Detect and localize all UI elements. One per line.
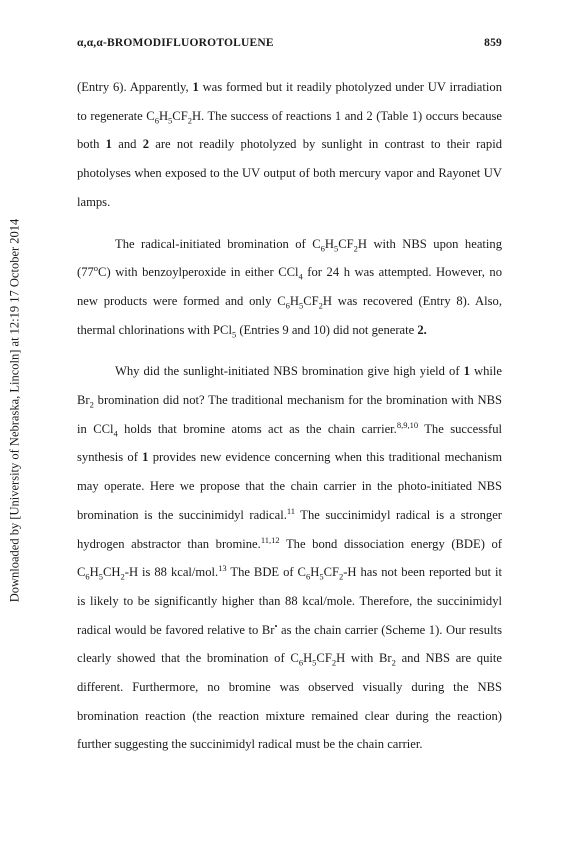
download-watermark-text: Downloaded by [University of Nebraska, Lincoln] at 12:19 17 October 2014 bbox=[7, 218, 22, 602]
citation: 11 bbox=[286, 505, 296, 516]
paragraph-2: The radical-initiated bromination of $C_6H_5CF_2H$ with NBS upon heating (77$^o$C) with benzoylperoxide in either CCl$_4$ for 24 h was attempted. However, no new products were formed and only $C_6H_5CF_2H$ was recovered (Entry 8). Also, thermal chlorinations with PCl$_5$ (Entries 9 and 10) did not generate 2. bbox=[77, 236, 502, 340]
citation: 13 bbox=[218, 563, 227, 574]
running-header bbox=[77, 37, 502, 57]
citation: 8,9,10 bbox=[396, 419, 419, 430]
citation: 11,12 bbox=[260, 534, 280, 545]
download-watermark bbox=[4, 150, 26, 670]
paragraph-1: (Entry 6). Apparently, 1 was formed but it readily photolyzed under UV irradiation to regenerate $C_6H_5CF_2H$. The success of reactions 1 and 2 (Table 1) occurs because both 1 and 2 are not readily photolyzed by sunlight in contrast to their rapid photolyses when exposed to the UV output of both mercury vapor and Rayonet UV lamps. bbox=[77, 80, 503, 209]
body-text bbox=[77, 73, 502, 772]
running-title: α,α,α-BROMODIFLUOROTOLUENE bbox=[77, 37, 274, 49]
paragraph-3: Why did the sunlight-initiated NBS bromination give high yield of 1 while $Br_2$ bromination did not? The traditional mechanism for the bromination with NBS in CCl$_4$ holds that bromine atoms act as the chain carrier.$^{8,9,10}$ The successful synthesis of 1 provides new evidence concerning when this traditional mechanism may operate. Here we propose that the chain carrier in the photo-initiated NBS bromination is the succinimidyl radical.$^{11}$ The succinimidyl radical is a stronger hydrogen abstractor than bromine.$^{11,12}$ The bond dissociation energy (BDE) of $C_6H_5CH_2-H$ is 88 kcal/mol.$^{13}$ The BDE of $C_6H_5CF_2-H$ has not been reported but it is likely to be significantly higher than 88 kcal/mole. Therefore, the succinimidyl radical would be favored relative to Br• as the chain carrier (Scheme 1). Our results clearly showed that the bromination of $C_6H_5CF_2H$ with $Br_2$ and NBS are quite different. Furthermore, no bromine was observed visually during the NBS bromination reaction (the reaction mixture remained clear during the reaction) further suggesting the succinimidyl radical must be the chain carrier. bbox=[77, 364, 502, 752]
page-number: 859 bbox=[484, 37, 502, 49]
